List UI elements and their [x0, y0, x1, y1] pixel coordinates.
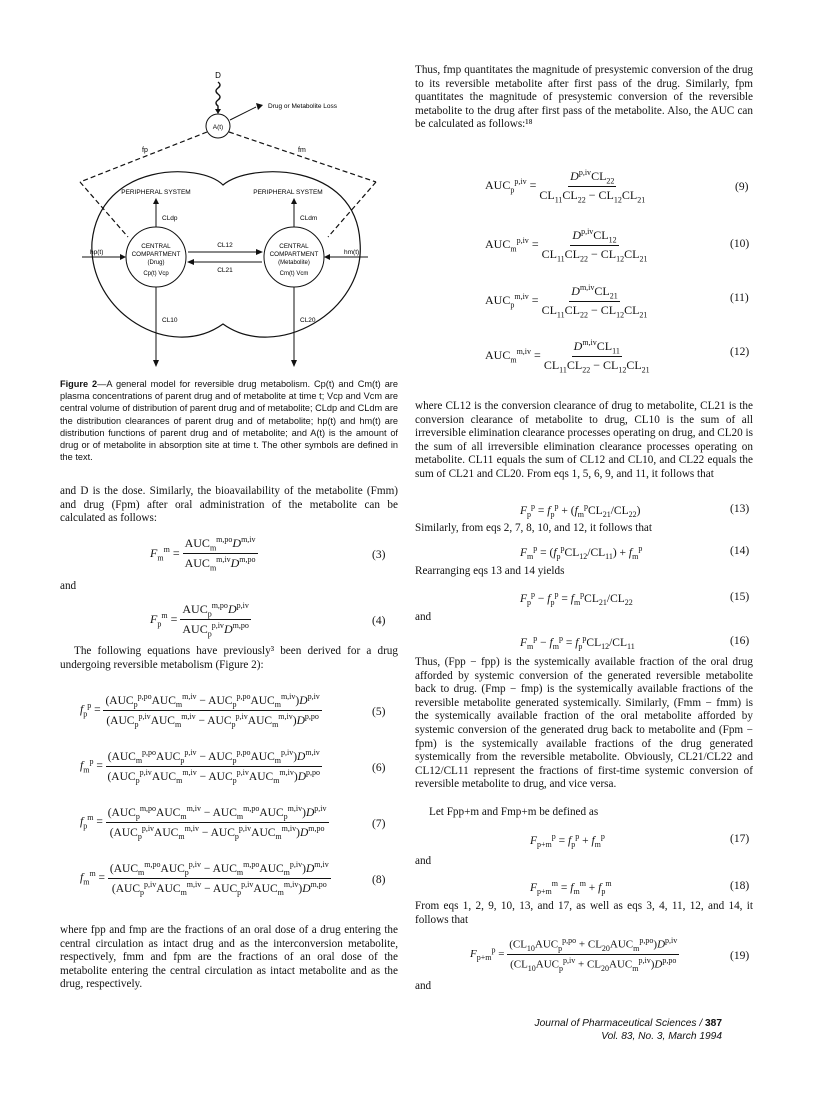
cl12-label: CL12 — [217, 242, 233, 249]
fm-label: fm — [298, 147, 306, 154]
equation-14: $F_m^p = (f_p^pCL_{12}/CL_{11}) + f_m^p$ — [520, 544, 643, 562]
peripheral-left-label: PERIPHERAL SYSTEM — [121, 189, 191, 196]
equation-3: $F_m^m$ = $\frac{AUC_m^{m,po}D^{m,iv}}{AUC_m^{m,iv}D^{m,po}}$ — [150, 535, 256, 573]
equation-18: $F_{p+m}^m = f_m^m + f_p^m$ — [530, 879, 612, 897]
cl21-label: CL21 — [217, 267, 233, 274]
svg-text:CENTRAL: CENTRAL — [141, 243, 171, 250]
right-paragraph-5: Thus, (Fpp − fpp) is the systemically available fraction of the oral drug afforded by systemic conversion of the generated reversible metabolite back to drug. (Fmp − fmp) is the systemically available fractions of the reversible metabolite generated systemically. Similarly, (Fmm − fmm) is the systemically available fraction of the oral metabolite afforded by systemic conversion of the generated drug back to metabolite and (Fpm − fpm) is the systemically available fractions of the drug generated systemically from the reversible metabolite. Obviously, CL21/CL22 and CL12/CL11 represent the fractions of first-time systemic conversion of reversible metabolite to drug, and vice versa. — [415, 656, 753, 791]
equation-15: $F_p^p - f_p^p = f_m^pCL_{21}/CL_{22}$ — [520, 590, 633, 608]
equation-6: $f_m^p$ = $\frac{(AUC_m^{p,po}AUC_p^{p,iv} - AUC_p^{p,po}AUC_m^{p,iv})D^{m,iv}}{(AUC_p^{p,iv}AUC_m^{m,iv} - AUC_p^{p,iv}AUC_m^{m,iv})D^{p,po}}$ — [80, 748, 321, 786]
dose-squiggle — [216, 82, 220, 111]
figure-caption: Figure 2—A general model for reversible drug metabolism. Cp(t) and Cm(t) are plasma concentrations of parent drug and of metabolite at time t; Vcp and Vcm are central volume of distribution of parent drug and of metabolite; CLdp and CLdm are the distribution clearances of parent drug and of metabolite; hp(t) and hm(t) are distribution functions of parent drug and of metabolite; and A(t) is the amount of drug or of metabolite in absorption site at time t. The other symbols are defined in the text. — [60, 379, 398, 463]
svg-text:COMPARTMENT: COMPARTMENT — [269, 251, 319, 258]
right-and-2: and — [415, 855, 432, 867]
journal-footer: Journal of Pharmaceutical Sciences / 387 — [534, 1018, 722, 1029]
right-paragraph-3: Similarly, from eqs 2, 7, 8, 10, and 12, it follows that — [415, 522, 652, 534]
svg-text:(Drug): (Drug) — [147, 260, 165, 266]
equation-19: $F_{p+m}^p$ = $\frac{(CL_{10}AUC_p^{p,po} + CL_{20}AUC_m^{p,po})D^{p,iv}}{(CL_{10}AUC_p^{p,iv} + CL_{20}AUC_m^{p,iv})D^{p,po}}$ — [470, 936, 678, 973]
left-paragraph-2: The following equations have previously³ been derived for a drug undergoing reversible metabolism (Figure 2): — [60, 645, 398, 671]
volume-footer: Vol. 83, No. 3, March 1994 — [601, 1031, 722, 1042]
equation-11: $AUC_p^{m,iv}$ = $\frac{D^{m,iv}CL_{21}}{CL_{11}CL_{22} - CL_{12}CL_{21}}$ — [485, 283, 648, 320]
right-paragraph-1: Thus, fmp quantitates the magnitude of presystemic conversion of the drug to its reversible metabolite after first pass of the drug. Similarly, fpm quantitates the magnitude of presystemic conversion of the reversible metabolite to the drug after first pass of the metabolite. Also, the AUC can be calculated as follows:¹⁸ — [415, 64, 753, 131]
cl10-label: CL10 — [162, 317, 178, 324]
fp-label: fp — [142, 147, 148, 154]
cldm-label: CLdm — [300, 215, 318, 222]
hp-label: hp(t) — [90, 249, 104, 256]
absorption-label: A(t) — [212, 124, 224, 131]
equation-8: $f_m^m$ = $\frac{(AUC_m^{m,po}AUC_p^{p,iv} - AUC_m^{m,po}AUC_m^{p,iv})D^{m,iv}}{(AUC_p^{p,iv}AUC_m^{m,iv} - AUC_p^{p,iv}AUC_m^{m,iv})D^{m,po}}$ — [80, 860, 329, 898]
equation-7: $f_p^m$ = $\frac{(AUC_p^{m,po}AUC_m^{m,iv} - AUC_m^{m,po}AUC_p^{m,iv})D^{p,iv}}{(AUC_p^{p,iv}AUC_m^{m,iv} - AUC_p^{p,iv}AUC_m^{m,iv})D^{m,po}}$ — [80, 804, 327, 842]
cldp-label: CLdp — [162, 215, 178, 222]
right-paragraph-6: Let Fpp+m and Fmp+m be defined as — [429, 806, 599, 818]
equation-4: $F_p^m$ = $\frac{AUC_p^{m,po}D^{p,iv}}{AUC_p^{p,iv}D^{m,po}}$ — [150, 601, 249, 639]
hm-label: hm(t) — [344, 249, 360, 256]
loss-label: Drug or Metabolite Loss — [268, 103, 338, 110]
right-paragraph-7: From eqs 1, 2, 9, 10, 13, and 17, as well as eqs 3, 4, 11, 12, and 14, it follows that — [415, 900, 753, 926]
left-paragraph-3: where fpp and fmp are the fractions of an oral dose of a drug entering the central circulation as intact drug and as the interconversion metabolite, respectively, fmm and fpm are the fractions of an oral dose of the metabolite entering the central circulation as intact metabolite and as the drug, respectively. — [60, 924, 398, 991]
right-paragraph-2: where CL12 is the conversion clearance of drug to metabolite, CL21 is the conversion clearance of metabolite to drug, CL10 is the sum of all irreversible elimination clearance processes operating on drug, and CL20 is the sum of all irreversible elimination clearance processes operating on metabolite. CL11 equals the sum of CL12 and CL10, and CL22 equals the sum of CL21 and CL20. From eqs 1, 5, 6, 9, and 11, it follows that — [415, 400, 753, 480]
equation-12: $AUC_m^{m,iv}$ = $\frac{D^{m,iv}CL_{11}}{CL_{11}CL_{22} - CL_{12}CL_{21}}$ — [485, 338, 650, 375]
equation-16: $F_m^p - f_m^p = f_p^pCL_{12}/CL_{11}$ — [520, 634, 635, 652]
equation-17: $F_{p+m}^p = f_p^p + f_m^p$ — [530, 832, 605, 850]
peripheral-right-label: PERIPHERAL SYSTEM — [253, 189, 323, 196]
svg-text:(Metabolite): (Metabolite) — [278, 260, 310, 266]
svg-text:Cm(t) Vcm: Cm(t) Vcm — [279, 271, 309, 277]
right-and-1: and — [415, 611, 432, 623]
equation-10: $AUC_m^{p,iv}$ = $\frac{D^{p,iv}CL_{12}}{CL_{11}CL_{22} - CL_{12}CL_{21}}$ — [485, 227, 648, 264]
svg-text:COMPARTMENT: COMPARTMENT — [131, 251, 181, 258]
svg-text:Cp(t) Vcp: Cp(t) Vcp — [143, 271, 169, 277]
svg-text:CENTRAL: CENTRAL — [279, 243, 309, 250]
cl20-label: CL20 — [300, 317, 316, 324]
figure-2-diagram — [60, 62, 398, 377]
right-and-3: and — [415, 980, 432, 992]
equation-13: $F_p^p = f_p^p + (f_m^pCL_{21}/CL_{22})$ — [520, 502, 641, 520]
equation-5: $f_p^p$ = $\frac{(AUC_p^{p,po}AUC_m^{m,iv} - AUC_p^{p,po}AUC_m^{m,iv})D^{p,iv}}{(AUC_p^{p,iv}AUC_m^{m,iv} - AUC_p^{p,iv}AUC_m^{m,iv})D^{p,po}}$ — [80, 692, 320, 730]
dose-label: D — [215, 71, 221, 80]
left-and-1: and — [60, 580, 77, 592]
right-paragraph-4: Rearranging eqs 13 and 14 yields — [415, 565, 565, 577]
equation-9: $AUC_p^{p,iv}$ = $\frac{D^{p,iv}CL_{22}}{CL_{11}CL_{22} - CL_{12}CL_{21}}$ — [485, 168, 646, 205]
left-paragraph-1: and D is the dose. Similarly, the bioavailability of the metabolite (Fmm) and drug (Fpm) after oral administration of the metabolite can be calculated as follows: — [60, 485, 398, 525]
journal-page: D A(t) Drug or Metabolite Loss fp fm PERIPHERAL SYSTEM PERIPHERAL SYSTEM CLdp CLdm CENTRAL COMPARTMENT (Drug) Cp(t) Vcp CENTRAL COMPARTMENT (Metabolite) Cm(t) Vcm CL12 CL21 hp(t) hm(t) CL10 CL20 Figure 2—A general model for reversible drug metabolism. Cp(t) and Cm(t) are plasma concentrations of parent drug and of metabolite at time t; Vcp and Vcm are central volume of distribution of parent drug and of metabolite; CLdp and CLdm are the distribution clearances of parent drug and of metabolite; hp(t) and hm(t) are distribution functions of parent drug and of metabolite; and A(t) is the amount of drug or of metabolite in absorption site at time t. The other symbols are defined in the text. and D is the dose. Similarly, the bioavailability of the metabolite (Fmm) and drug (Fpm) after oral administration of the metabolite can be calculated as follows: $F_m^m$ = $\frac{AUC_m^{m,po}D^{m,iv}}{AUC_m^{m,iv}D^{m,po}}$ (3) and $F_p^m$ = $\frac{AUC_p^{m,po}D^{p,iv}}{AUC_p^{p,iv}D^{m,po}}$ (4) The following equations have previously³ been derived for a drug undergoing reversible metabolism (Figure 2): $f_p^p$ = $\frac{(AUC_p^{p,po}AUC_m^{m,iv} - AUC_p^{p,po}AUC_m^{m,iv})D^{p,iv}}{(AUC_p^{p,iv}AUC_m^{m,iv} - AUC_p^{p,iv}AUC_m^{m,iv})D^{p,po}}$ (5) $f_m^p$ = $\frac{(AUC_m^{p,po}AUC_p^{p,iv} - AUC_p^{p,po}AUC_m^{p,iv})D^{m,iv}}{(AUC_p^{p,iv}AUC_m^{m,iv} - AUC_p^{p,iv}AUC_m^{m,iv})D^{p,po}}$ (6) $f_p^m$ = $\frac{(AUC_p^{m,po}AUC_m^{m,iv} - AUC_m^{m,po}AUC_p^{m,iv})D^{p,iv}}{(AUC_p^{p,iv}AUC_m^{m,iv} - AUC_p^{p,iv}AUC_m^{m,iv})D^{m,po}}$ (7) $f_m^m$ = $\frac{(AUC_m^{m,po}AUC_p^{p,iv} - AUC_m^{m,po}AUC_m^{p,iv})D^{m,iv}}{(AUC_p^{p,iv}AUC_m^{m,iv} - AUC_p^{p,iv}AUC_m^{m,iv})D^{m,po}}$ (8) where fpp and fmp are the fractions of an oral dose of a drug entering the central circulation as intact drug and as the interconversion metabolite, respectively, fmm and fpm are the fractions of an oral dose of the metabolite entering the central circulation as intact metabolite and as the drug, respectively. Thus, fmp quantitates the magnitude of presystemic conversion of the drug to its reversible metabolite after first pass of the drug. Similarly, fpm quantitates the magnitude of presystemic conversion of the reversible metabolite to the drug after first pass of the metabolite. Also, the AUC can be calculated as follows:¹⁸ $AUC_p^{p,iv}$ = $\frac{D^{p,iv}CL_{22}}{CL_{11}CL_{22} - CL_{12}CL_{21}}$ (9) $AUC_m^{p,iv}$ = $\frac{D^{p,iv}CL_{12}}{CL_{11}CL_{22} - CL_{12}CL_{21}}$ (10) $AUC_p^{m,iv}$ = $\frac{D^{m,iv}CL_{21}}{CL_{11}CL_{22} - CL_{12}CL_{21}}$ (11) $AUC_m^{m,iv}$ = $\frac{D^{m,iv}CL_{11}}{CL_{11}CL_{22} - CL_{12}CL_{21}}$ (12) where CL12 is the conversion clearance of drug to metabolite, CL21 is the conversion clearance of metabolite to drug, CL10 is the sum of all irreversible elimination clearance processes operating on drug, and CL20 is the sum of all irreversible elimination clearance processes operating on metabolite. CL11 equals the sum of CL12 and CL10, and CL22 equals the sum of CL21 and CL20. From eqs 1, 5, 6, 9, and 11, it follows that $F_p^p = f_p^p + (f_m^pCL_{21}/CL_{22})$ (13) Similarly, from eqs 2, 7, 8, 10, and 12, it follows that $F_m^p = (f_p^pCL_{12}/CL_{11}) + f_m^p$ (14) Rearranging eqs 13 and 14 yields $F_p^p - f_p^p = f_m^pCL_{21}/CL_{22}$ (15) and $F_m^p - f_m^p = f_p^pCL_{12}/CL_{11}$ (16) Thus, (Fpp − fpp) is the systemically available fraction of the oral drug afforded by systemic conversion of the generated reversible metabolite back to drug. (Fmp − fmp) is the systemically available fractions of the reversible metabolite generated systemically. Similarly, (Fmm − fmm) is the systemically available fraction of the oral metabolite afforded by systemic conversion of the generated drug back to metabolite and (Fpm − fpm) is the systemically available fractions of the drug generated systemically from the reversible metabolite. Obviously, CL21/CL22 and CL12/CL11 represent the fractions of first-time systemic conversion of reversible metabolite to drug, and vice versa. Let Fpp+m and Fmp+m be defined as $F_{p+m}^p = f_p^p + f_m^p$ (17) and $F_{p+m}^m = f_m^m + f_p^m$ (18) From eqs 1, 2, 9, 10, 13, and 17, as well as eqs 3, 4, 11, 12, and 14, it follows that $F_{p+m}^p$ = $\frac{(CL_{10}AUC_p^{p,po} + CL_{20}AUC_m^{p,po})D^{p,iv}}{(CL_{10}AUC_p^{p,iv} + CL_{20}AUC_m^{p,iv})D^{p,po}}$ (19) and Journal of Pharmaceutical Sciences / 387 Vol. 83, No. 3, March 1994 — [60, 64, 753, 1042]
